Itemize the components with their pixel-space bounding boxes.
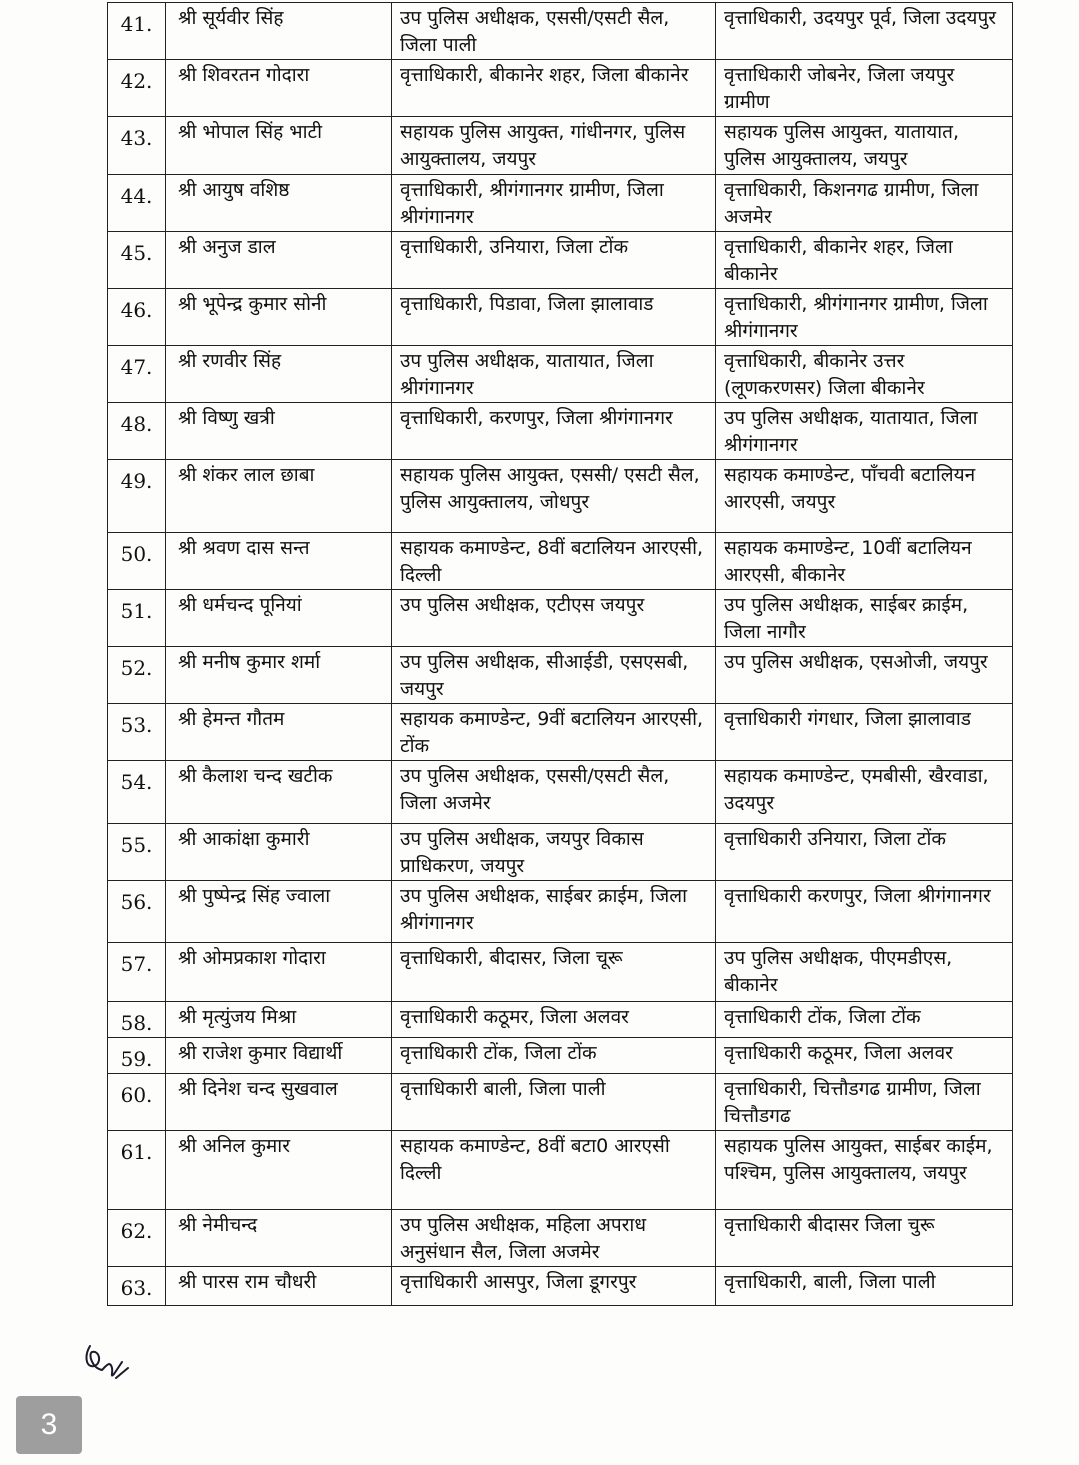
officer-name: श्री सूर्यवीर सिंह	[166, 3, 392, 60]
new-posting: वृत्ताधिकारी टोंक, जिला टोंक	[716, 1002, 1013, 1038]
current-posting: वृत्ताधिकारी, बीकानेर शहर, जिला बीकानेर	[392, 60, 716, 117]
table-row	[108, 533, 1013, 590]
new-posting: सहायक पुलिस आयुक्त, साईबर काईम, पश्चिम, पुलिस आयुक्तालय, जयपुर	[716, 1131, 1013, 1210]
serial-number: 60.	[108, 1074, 166, 1131]
current-posting: उप पुलिस अधीक्षक, साईबर क्राईम, जिला श्रीगंगानगर	[392, 881, 716, 943]
officer-name: श्री कैलाश चन्द खटीक	[166, 761, 392, 824]
officer-name: श्री नेमीचन्द	[166, 1210, 392, 1267]
officer-name: श्री हेमन्त गौतम	[166, 704, 392, 761]
current-posting: उप पुलिस अधीक्षक, एटीएस जयपुर	[392, 590, 716, 647]
officer-name: श्री राजेश कुमार विद्यार्थी	[166, 1038, 392, 1074]
serial-number: 55.	[108, 824, 166, 881]
serial-number: 46.	[108, 289, 166, 346]
new-posting: सहायक कमाण्डेन्ट, 10वीं बटालियन आरएसी, बीकानेर	[716, 533, 1013, 590]
officer-name: श्री आकांक्षा कुमारी	[166, 824, 392, 881]
officer-name: श्री धर्मचन्द पूनियां	[166, 590, 392, 647]
table-row	[108, 1002, 1013, 1038]
new-posting: वृत्ताधिकारी, किशनगढ ग्रामीण, जिला अजमेर	[716, 175, 1013, 232]
serial-number: 52.	[108, 647, 166, 704]
current-posting: उप पुलिस अधीक्षक, सीआईडी, एसएसबी, जयपुर	[392, 647, 716, 704]
serial-number: 49.	[108, 460, 166, 533]
current-posting: उप पुलिस अधीक्षक, एससी/एसटी सैल, जिला पाली	[392, 3, 716, 60]
current-posting: उप पुलिस अधीक्षक, एससी/एसटी सैल, जिला अजमेर	[392, 761, 716, 824]
new-posting: वृत्ताधिकारी, उदयपुर पूर्व, जिला उदयपुर	[716, 3, 1013, 60]
current-posting: उप पुलिस अधीक्षक, यातायात, जिला श्रीगंगानगर	[392, 346, 716, 403]
new-posting: वृत्ताधिकारी बीदासर जिला चुरू	[716, 1210, 1013, 1267]
new-posting: वृत्ताधिकारी करणपुर, जिला श्रीगंगानगर	[716, 881, 1013, 943]
serial-number: 56.	[108, 881, 166, 943]
page-number-badge: 3	[16, 1396, 82, 1454]
table-row	[108, 3, 1013, 60]
new-posting: वृत्ताधिकारी कठूमर, जिला अलवर	[716, 1038, 1013, 1074]
table-row	[108, 289, 1013, 346]
current-posting: वृत्ताधिकारी, श्रीगंगानगर ग्रामीण, जिला श्रीगंगानगर	[392, 175, 716, 232]
officer-name: श्री अनुज डाल	[166, 232, 392, 289]
table-row	[108, 117, 1013, 175]
new-posting: वृत्ताधिकारी गंगधार, जिला झालावाड	[716, 704, 1013, 761]
officer-name: श्री श्रवण दास सन्त	[166, 533, 392, 590]
table-row	[108, 346, 1013, 403]
table-row	[108, 1267, 1013, 1306]
serial-number: 48.	[108, 403, 166, 460]
officer-name: श्री रणवीर सिंह	[166, 346, 392, 403]
serial-number: 58.	[108, 1002, 166, 1038]
current-posting: उप पुलिस अधीक्षक, महिला अपराध अनुसंधान सैल, जिला अजमेर	[392, 1210, 716, 1267]
serial-number: 47.	[108, 346, 166, 403]
current-posting: वृत्ताधिकारी, पिडावा, जिला झालावाड	[392, 289, 716, 346]
new-posting: सहायक कमाण्डेन्ट, पाँचवी बटालियन आरएसी, जयपुर	[716, 460, 1013, 533]
new-posting: उप पुलिस अधीक्षक, एसओजी, जयपुर	[716, 647, 1013, 704]
serial-number: 53.	[108, 704, 166, 761]
officer-name: श्री ओमप्रकाश गोदारा	[166, 943, 392, 1002]
officer-name: श्री भूपेन्द्र कुमार सोनी	[166, 289, 392, 346]
transfer-table	[107, 2, 1013, 1306]
officer-name: श्री पारस राम चौधरी	[166, 1267, 392, 1306]
officer-name: श्री मनीष कुमार शर्मा	[166, 647, 392, 704]
current-posting: वृत्ताधिकारी, उनियारा, जिला टोंक	[392, 232, 716, 289]
serial-number: 41.	[108, 3, 166, 60]
new-posting: वृत्ताधिकारी जोबनेर, जिला जयपुर ग्रामीण	[716, 60, 1013, 117]
officer-name: श्री भोपाल सिंह भाटी	[166, 117, 392, 175]
table-row	[108, 1074, 1013, 1131]
table-row	[108, 60, 1013, 117]
serial-number: 51.	[108, 590, 166, 647]
table-row	[108, 943, 1013, 1002]
table-row	[108, 647, 1013, 704]
new-posting: वृत्ताधिकारी, चित्तौडगढ ग्रामीण, जिला चित्तौडगढ	[716, 1074, 1013, 1131]
table-row	[108, 761, 1013, 824]
current-posting: वृत्ताधिकारी बाली, जिला पाली	[392, 1074, 716, 1131]
new-posting: उप पुलिस अधीक्षक, यातायात, जिला श्रीगंगानगर	[716, 403, 1013, 460]
serial-number: 50.	[108, 533, 166, 590]
current-posting: वृत्ताधिकारी आसपुर, जिला डूगरपुर	[392, 1267, 716, 1306]
serial-number: 54.	[108, 761, 166, 824]
serial-number: 61.	[108, 1131, 166, 1210]
new-posting: सहायक पुलिस आयुक्त, यातायात, पुलिस आयुक्तालय, जयपुर	[716, 117, 1013, 175]
officer-name: श्री शंकर लाल छाबा	[166, 460, 392, 533]
current-posting: उप पुलिस अधीक्षक, जयपुर विकास प्राधिकरण, जयपुर	[392, 824, 716, 881]
new-posting: वृत्ताधिकारी उनियारा, जिला टोंक	[716, 824, 1013, 881]
new-posting: वृत्ताधिकारी, बीकानेर शहर, जिला बीकानेर	[716, 232, 1013, 289]
current-posting: सहायक कमाण्डेन्ट, 9वीं बटालियन आरएसी, टोंक	[392, 704, 716, 761]
serial-number: 42.	[108, 60, 166, 117]
serial-number: 62.	[108, 1210, 166, 1267]
current-posting: सहायक पुलिस आयुक्त, एससी/ एसटी सैल, पुलिस आयुक्तालय, जोधपुर	[392, 460, 716, 533]
table-row	[108, 1210, 1013, 1267]
new-posting: वृत्ताधिकारी, श्रीगंगानगर ग्रामीण, जिला श्रीगंगानगर	[716, 289, 1013, 346]
table-row	[108, 175, 1013, 232]
officer-name: श्री शिवरतन गोदारा	[166, 60, 392, 117]
officer-name: श्री मृत्युंजय मिश्रा	[166, 1002, 392, 1038]
current-posting: सहायक पुलिस आयुक्त, गांधीनगर, पुलिस आयुक्तालय, जयपुर	[392, 117, 716, 175]
serial-number: 57.	[108, 943, 166, 1002]
current-posting: वृत्ताधिकारी कठूमर, जिला अलवर	[392, 1002, 716, 1038]
officer-name: श्री आयुष वशिष्ठ	[166, 175, 392, 232]
serial-number: 63.	[108, 1267, 166, 1306]
table-row	[108, 704, 1013, 761]
serial-number: 45.	[108, 232, 166, 289]
table-row	[108, 1038, 1013, 1074]
serial-number: 43.	[108, 117, 166, 175]
table-row	[108, 590, 1013, 647]
new-posting: सहायक कमाण्डेन्ट, एमबीसी, खैरवाडा, उदयपुर	[716, 761, 1013, 824]
signature-mark	[80, 1338, 140, 1388]
officer-name: श्री अनिल कुमार	[166, 1131, 392, 1210]
officer-name: श्री विष्णु खत्री	[166, 403, 392, 460]
transfer-table-body	[108, 3, 1013, 1306]
new-posting: उप पुलिस अधीक्षक, साईबर क्राईम, जिला नागौर	[716, 590, 1013, 647]
current-posting: सहायक कमाण्डेन्ट, 8वीं बटालियन आरएसी, दिल्ली	[392, 533, 716, 590]
table-row	[108, 1131, 1013, 1210]
table-row	[108, 881, 1013, 943]
table-row	[108, 403, 1013, 460]
new-posting: वृत्ताधिकारी, बाली, जिला पाली	[716, 1267, 1013, 1306]
table-row	[108, 460, 1013, 533]
new-posting: वृत्ताधिकारी, बीकानेर उत्तर (लूणकरणसर) जिला बीकानेर	[716, 346, 1013, 403]
officer-name: श्री पुष्पेन्द्र सिंह ज्वाला	[166, 881, 392, 943]
current-posting: सहायक कमाण्डेन्ट, 8वीं बटा0 आरएसी दिल्ली	[392, 1131, 716, 1210]
current-posting: वृत्ताधिकारी, बीदासर, जिला चूरू	[392, 943, 716, 1002]
officer-name: श्री दिनेश चन्द सुखवाल	[166, 1074, 392, 1131]
new-posting: उप पुलिस अधीक्षक, पीएमडीएस, बीकानेर	[716, 943, 1013, 1002]
table-row	[108, 824, 1013, 881]
serial-number: 59.	[108, 1038, 166, 1074]
current-posting: वृत्ताधिकारी टोंक, जिला टोंक	[392, 1038, 716, 1074]
serial-number: 44.	[108, 175, 166, 232]
table-row	[108, 232, 1013, 289]
current-posting: वृत्ताधिकारी, करणपुर, जिला श्रीगंगानगर	[392, 403, 716, 460]
